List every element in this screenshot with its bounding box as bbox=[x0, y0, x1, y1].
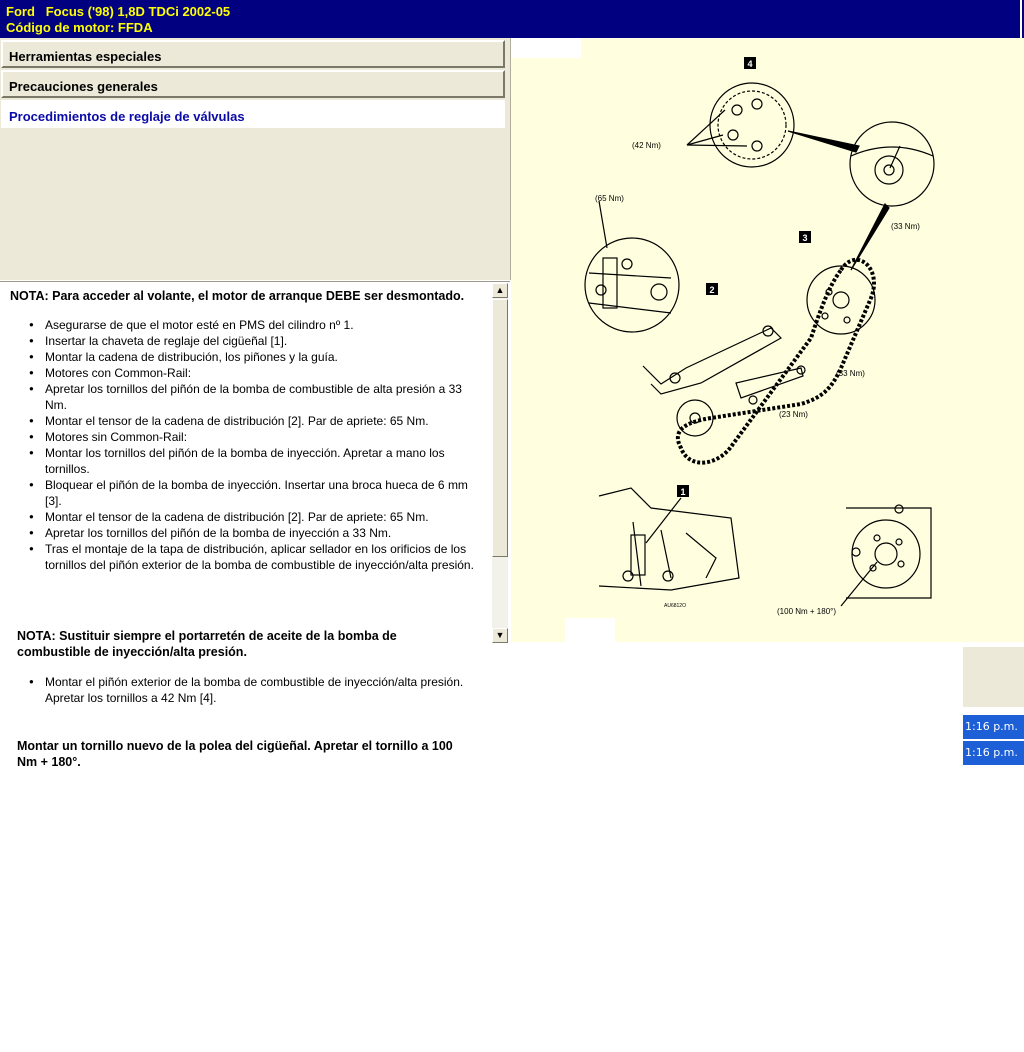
torque-33-label-a: (33 Nm) bbox=[891, 222, 920, 231]
note-crankshaft-bolt: Montar un tornillo nuevo de la polea del cigüeñal. Apretar el tornillo a 100 Nm + 180°. bbox=[17, 739, 453, 769]
list-item: ● Montar la cadena de distribución, los piñones y la guía. bbox=[0, 349, 492, 365]
scroll-thumb[interactable] bbox=[492, 299, 508, 557]
callout-1: 1 bbox=[680, 487, 686, 497]
list-item: ● Montar el piñón exterior de la bomba de combustible de inyección/alta presión. Apretar los tornillos a 42 Nm [4]. bbox=[0, 674, 480, 706]
scroll-up-button[interactable] bbox=[492, 283, 508, 298]
procedure-text bbox=[0, 282, 492, 573]
pump-sprocket-detail bbox=[687, 83, 794, 167]
torque-23-label: (23 Nm) bbox=[779, 410, 808, 419]
scroll-down-button[interactable] bbox=[492, 628, 508, 643]
list-item: ● Montar el tensor de la cadena de distribución [2]. Par de apriete: 65 Nm. bbox=[0, 413, 492, 429]
timing-diagram bbox=[511, 38, 1024, 642]
steps-list-2 bbox=[0, 674, 480, 706]
list-item: ● Montar los tornillos del piñón de la bomba de inyección. Apretar a mano los tornillos. bbox=[0, 445, 492, 477]
list-item: ● Asegurarse de que el motor esté en PMS del cilindro nº 1. bbox=[0, 317, 492, 333]
list-item: ● Motores con Common-Rail: bbox=[0, 365, 492, 381]
engine-code: Código de motor: FFDA bbox=[6, 20, 153, 35]
menu-item-label: Herramientas especiales bbox=[9, 49, 162, 64]
arrow-down-icon: ▼ bbox=[495, 630, 505, 640]
taskbar-button-1[interactable] bbox=[963, 715, 1024, 739]
white-patch bbox=[565, 618, 615, 642]
list-item: ● Bloquear el piñón de la bomba de inyección. Insertar una broca hueca de 6 mm [3]. bbox=[0, 477, 492, 509]
callout-4: 4 bbox=[747, 59, 753, 69]
callout-2: 2 bbox=[709, 285, 715, 295]
torque-33-label-b: (33 Nm) bbox=[836, 369, 865, 378]
arrow-up-icon: ▲ bbox=[495, 285, 505, 295]
torque-100-label: (100 Nm + 180°) bbox=[777, 607, 837, 616]
note-oil-seal: NOTA: Sustituir siempre el portarretén de aceite de la bomba de combustible de inyección/alta presión. bbox=[17, 629, 397, 659]
taskbar-button-2[interactable] bbox=[963, 741, 1024, 765]
crankshaft-lock-detail bbox=[599, 488, 739, 590]
timing-chain-illustration bbox=[511, 38, 1024, 642]
tensioner-detail bbox=[585, 201, 679, 332]
list-item: ● Apretar los tornillos del piñón de la bomba de inyección a 33 Nm. bbox=[0, 525, 492, 541]
navigation-panel bbox=[0, 38, 511, 280]
torque-42-label: (42 Nm) bbox=[632, 141, 661, 150]
note-starter-motor: NOTA: Para acceder al volante, el motor de arranque DEBE ser desmontado. bbox=[10, 289, 465, 303]
title-bar bbox=[0, 0, 1024, 38]
clock-label: 1:16 p.m. bbox=[965, 746, 1018, 759]
procedure-text-panel bbox=[0, 281, 510, 643]
list-item: ● Montar el tensor de la cadena de distribución [2]. Par de apriete: 65 Nm. bbox=[0, 509, 492, 525]
pump-housing-detail bbox=[850, 122, 934, 206]
list-item: ● Apretar los tornillos del piñón de la bomba de combustible de alta presión a 33 Nm. bbox=[0, 381, 492, 413]
menu-item-precauciones[interactable] bbox=[1, 70, 505, 98]
list-item: ● Tras el montaje de la tapa de distribución, aplicar sellador en los orificios de los tornillos del piñón exterior de la bomba de combustible de inyección/alta presión. bbox=[0, 541, 492, 573]
torque-65-label: (65 Nm) bbox=[595, 194, 624, 203]
taskbar-grey-area bbox=[963, 647, 1024, 707]
steps-list bbox=[0, 317, 492, 573]
list-item: ● Motores sin Common-Rail: bbox=[0, 429, 492, 445]
figure-code-label: AU6812O bbox=[664, 603, 686, 609]
vertical-scrollbar[interactable] bbox=[492, 283, 508, 643]
procedure-text-overflow bbox=[0, 625, 480, 770]
menu-item-herramientas[interactable] bbox=[1, 40, 505, 68]
vehicle-title: Ford Focus ('98) 1,8D TDCi 2002-05 bbox=[6, 4, 231, 19]
menu-item-label: Precauciones generales bbox=[9, 79, 158, 94]
list-item: ● Insertar la chaveta de reglaje del cigüeñal [1]. bbox=[0, 333, 492, 349]
menu-item-label: Procedimientos de reglaje de válvulas bbox=[9, 109, 245, 124]
crankshaft-pulley-detail bbox=[841, 505, 931, 606]
callout-3: 3 bbox=[802, 233, 808, 243]
menu-item-procedimientos[interactable] bbox=[1, 100, 505, 128]
clock-label: 1:16 p.m. bbox=[965, 720, 1018, 733]
